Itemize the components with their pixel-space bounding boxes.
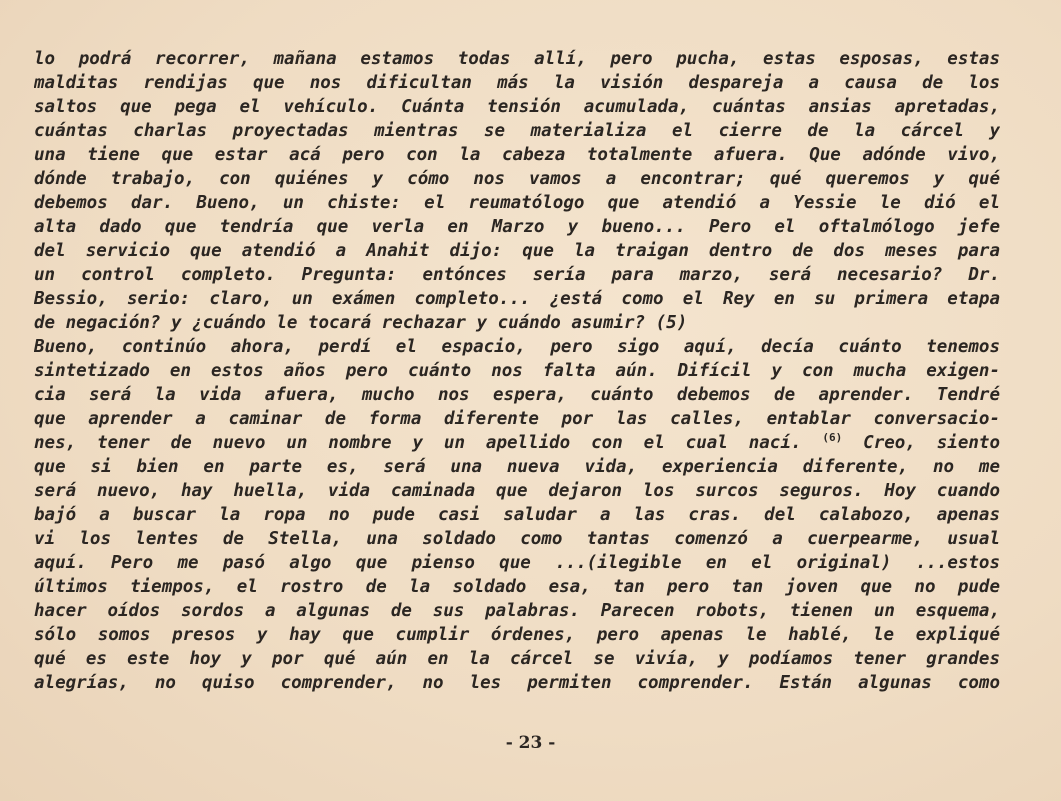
text-line: cuántas charlas proyectadas mientras se materializa el cierre de la cárcel y	[34, 121, 1000, 141]
text-line: alegrías, no quiso comprender, no les permiten comprender. Están algunas como	[34, 673, 1000, 693]
text-line: del servicio que atendió a Anahit dijo: que la traigan dentro de dos meses para	[34, 241, 1000, 261]
text-line: Bueno, continúo ahora, perdí el espacio, pero sigo aquí, decía cuánto tenemos	[34, 337, 1000, 357]
text-line: bajó a buscar la ropa no pude casi saludar a las cras. del calabozo, apenas	[34, 505, 1000, 525]
text-line: sólo somos presos y hay que cumplir órdenes, pero apenas le hablé, le expliqué	[34, 625, 1000, 645]
text-line: que si bien en parte es, será una nueva vida, experiencia diferente, no me	[34, 457, 1000, 477]
text-line: sintetizado en estos años pero cuánto nos falta aún. Difícil y con mucha exigen-	[34, 361, 1000, 381]
text-line: Bessio, serio: claro, un exámen completo... ¿está como el Rey en su primera etapa	[34, 289, 1000, 309]
text-line-with-footnote	[34, 431, 1000, 455]
page-number: - 23 -	[505, 733, 556, 753]
text-line: lo podrá recorrer, mañana estamos todas allí, pero pucha, estas esposas, estas	[34, 49, 1000, 69]
text-line: un control completo. Pregunta: entónces sería para marzo, será necesario? Dr.	[34, 265, 1000, 285]
footnote-marker: (6)	[822, 431, 843, 445]
text-segment: nes, tener de nuevo un nombre y un apellido con el cual nací.	[34, 433, 802, 453]
body-text	[34, 47, 1000, 695]
text-line: dónde trabajo, con quiénes y cómo nos vamos a encontrar; qué queremos y qué	[34, 169, 1000, 189]
text-line: vi los lentes de Stella, una soldado como tantas comenzó a cuerpearme, usual	[34, 529, 1000, 549]
text-line: qué es este hoy y por qué aún en la cárcel se vivía, y podíamos tener grandes	[34, 649, 1000, 669]
text-line: cia será la vida afuera, mucho nos espera, cuánto debemos de aprender. Tendré	[34, 385, 1000, 405]
text-line: de negación? y ¿cuándo le tocará rechazar y cuándo asumir? (5)	[34, 313, 688, 333]
text-line: hacer oídos sordos a algunas de sus palabras. Parecen robots, tienen un esquema,	[34, 601, 1000, 621]
text-line: alta dado que tendría que verla en Marzo y bueno... Pero el oftalmólogo jefe	[34, 217, 1000, 237]
text-line: malditas rendijas que nos dificultan más la visión despareja a causa de los	[34, 73, 1000, 93]
text-line: saltos que pega el vehículo. Cuánta tensión acumulada, cuántas ansias apretadas,	[34, 97, 1000, 117]
text-line: últimos tiempos, el rostro de la soldado esa, tan pero tan joven que no pude	[34, 577, 1000, 597]
text-line: será nuevo, hay huella, vida caminada que dejaron los surcos seguros. Hoy cuando	[34, 481, 1000, 501]
text-line: debemos dar. Bueno, un chiste: el reumatólogo que atendió a Yessie le dió el	[34, 193, 1000, 213]
text-line: que aprender a caminar de forma diferente por las calles, entablar conversacio-	[34, 409, 1000, 429]
text-segment: Creo, siento	[842, 433, 1000, 453]
text-line: aquí. Pero me pasó algo que pienso que ...(ilegible en el original) ...estos	[34, 553, 1000, 573]
text-line: una tiene que estar acá pero con la cabeza totalmente afuera. Que adónde vivo,	[34, 145, 1000, 165]
